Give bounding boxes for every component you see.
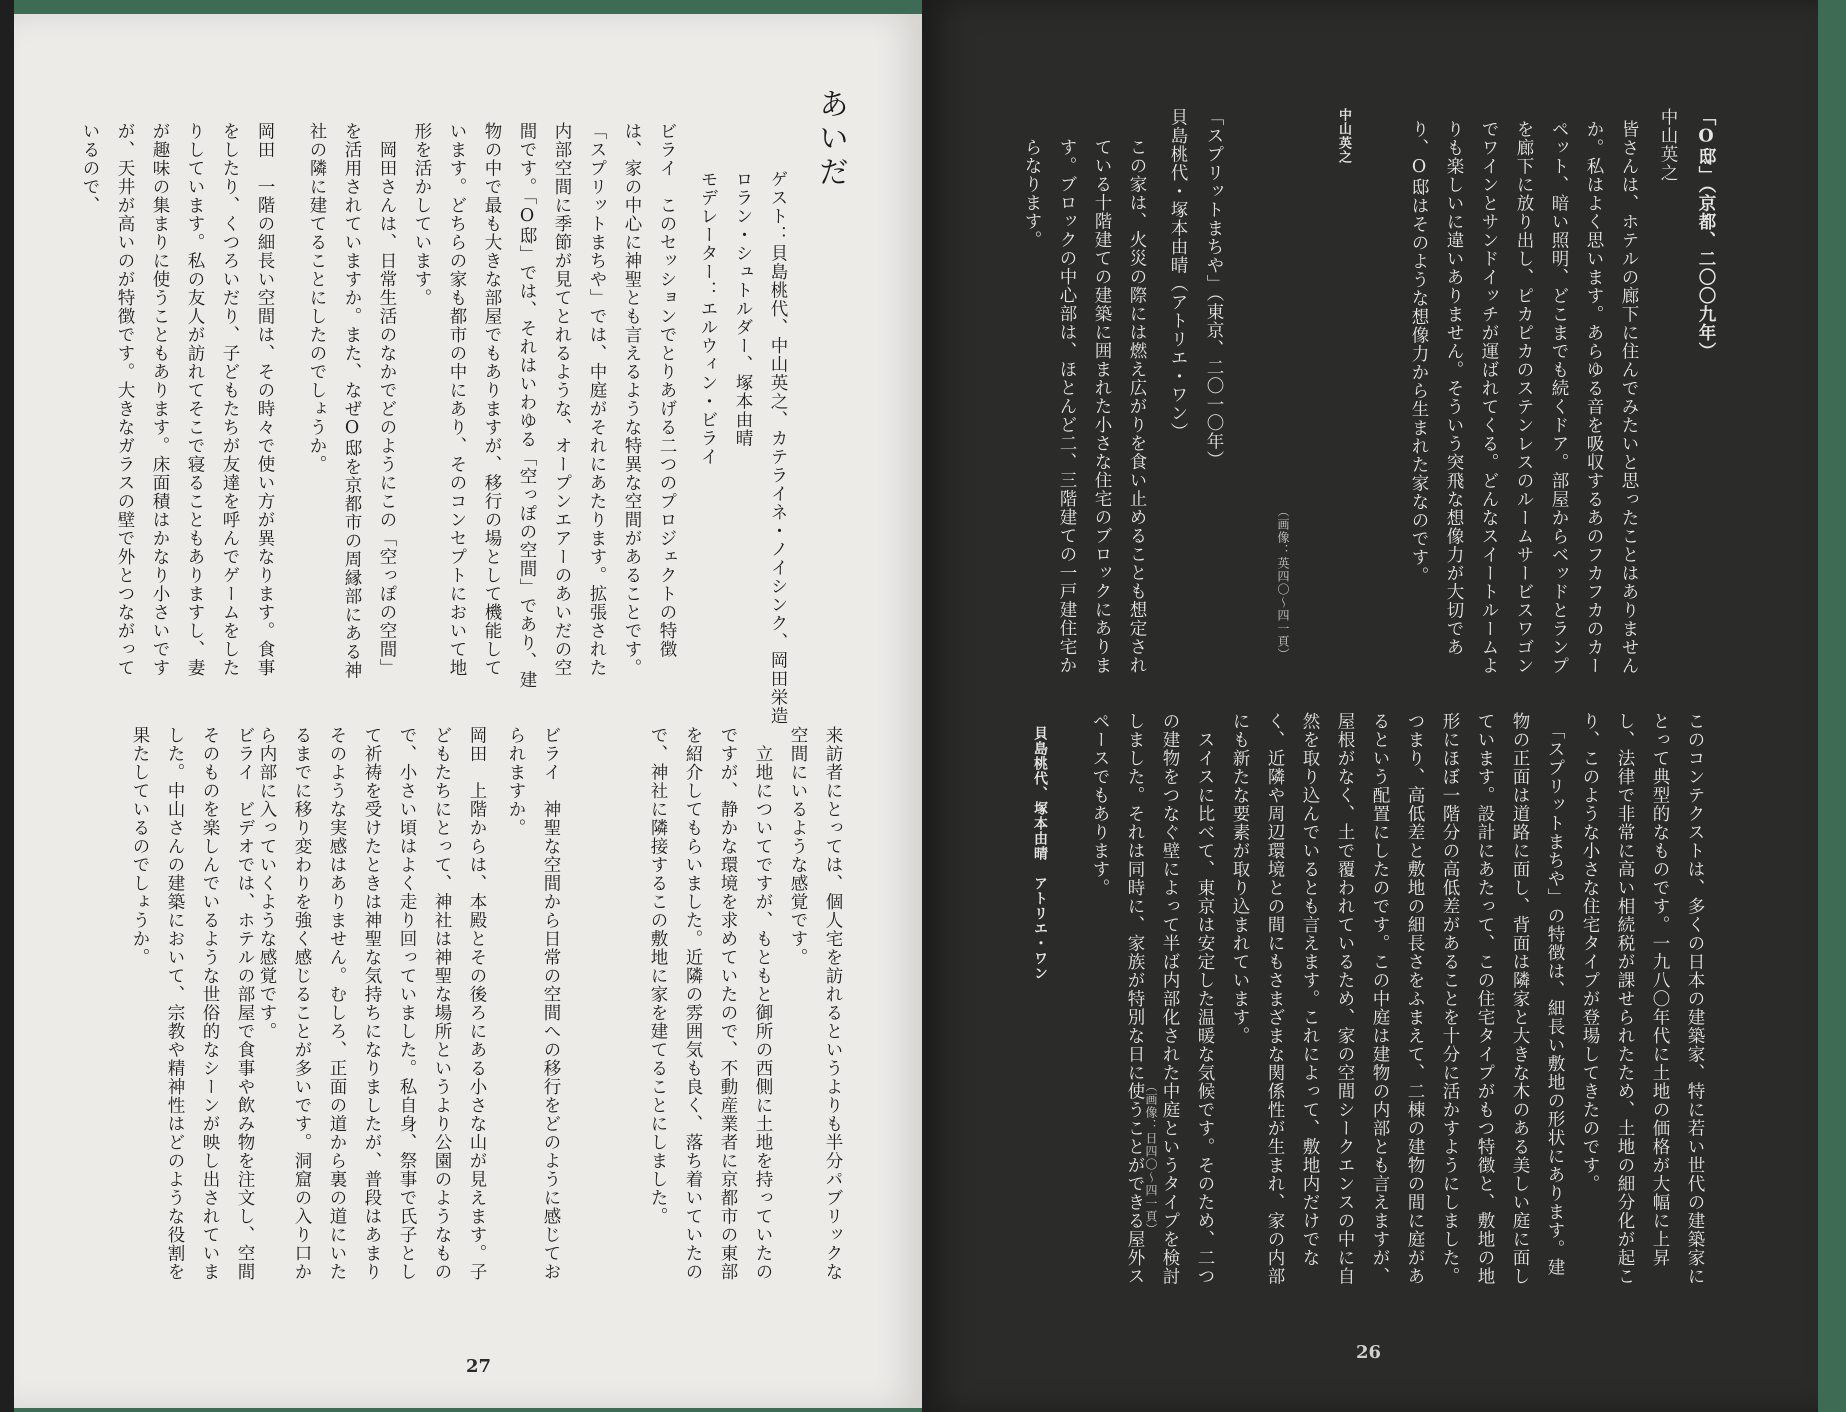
dialogue-block-6: ビライ ビデオでは、ホテルの部屋で食事や飲み物を注文し、空間そのものを楽しんでいるような世俗的なシーンが映し出されていました。中山さんの建築において、宗教や精神性はどのような役割を果たしているのでしょうか。 (130, 726, 255, 1281)
lower-speaker-label: 貝島桃代、塚本由晴 アトリエ・ワン (1032, 726, 1048, 981)
split-machiya-description: この家は、火災の際には燃え広がりを食い止めることも想定されている十階建ての建築に囲まれた小さな住宅のブロックにあります。ブロックの中心部は、ほとんど二、三階建ての一戸建住宅からなります。 (1022, 138, 1147, 675)
lower-body-text: このコンテクストは、多くの日本の建築家、特に若い世代の建築家にとって典型的なものです。一九八〇年代に土地の価格が大幅に上昇し、法律で非常に高い相続税が課せられたため、土地の細分化が起こり、このような小さな住宅タイプが登場してきたのです。 「スプリットまちや」の特徴は、細長い敷地の形状にあります。建物の正面は道路に面し、背面は隣家と大きな木のある美しい庭に面しています。設計にあたって、この住宅タイプがもつ特徴と、敷地の地形にほぼ一階分の高低差があることを十分に活かすようにしました。つまり、高低差と敷地の細長さをふまえて、二棟の建物の間に庭があるという配置にしたのです。この中庭は建物の内部とも言えますが、屋根がなく、土で覆われているため、家の空間シークエンスの中に自然を取り込んでいるとも言えます。これによって、敷地内だけでなく、近隣や周辺環境との間にもさまざまな関係性が生まれ、家の内部にも新たな要素が取り込まれています。 スイスに比べて、東京は安定した温暖な気候です。そのため、二つの建物をつなぐ壁によって半ば内部化された中庭というタイプを検討しました。それは同時に、家族が特別な日に使うことができる屋外スペースでもあります。 (1090, 712, 1705, 1286)
moderator-line: モデレーター：エルウィン・ビライ (698, 170, 718, 466)
page-27 (14, 14, 922, 1408)
dialogue-block-2: 岡田 一階の細長い空間は、その時々で使い方が異なります。食事をしたり、くつろいだり、子どもたちが友達を呼んでゲームをしたりしています。私の友人が訪れてそこで寝ることもありますし、妻が趣味の集まりに使うこともあります。床面積はかなり小さいですが、天井が高いのが特徴です。大きなガラスの壁で外とつながっているので、 (80, 122, 275, 677)
o-house-image-caption: （画像：英四〇〜四一頁） (1276, 505, 1290, 661)
dialogue-block-5: 岡田 上階からは、本殿とその後ろにある小さな山が見えます。子どもたちにとって、神社は神聖な場所というより公園のようなもので、小さい頃はよく走り回っていました。私自身、祭事で氏子として祈祷を受けたときは神聖な気持ちになりましたが、普段はあまりそのような実感はありません。むしろ、正面の道から裏の道にいたるまでに移り変わりを強く感じることが多いです。洞窟の入り口から内部に入っていくような感覚です。 (257, 726, 487, 1281)
o-house-description: 皆さんは、ホテルの廊下に住んでみたいと思ったことはありませんか。私はよく思います。あらゆる音を吸収するあのフカフカのカーペット、暗い照明、どこまでも続くドア。部屋からベッドとランプを廊下に放り出し、ピカピカのステンレスのルームサービスワゴンでワインとサンドイッチが運ばれてくる。どんなスイートルームよりも楽しいに違いありません。そういう突飛な想像力が大切であり、O邸はそのような想像力から生まれた家なのです。 (1409, 120, 1639, 675)
guest-list-continued: ロラン・シュトルダー、塚本由晴 (733, 170, 753, 448)
o-house-author: 中山英之 (1658, 108, 1678, 182)
dialogue-block-1: ビライ このセッションでとりあげる二つのプロジェクトの特徴は、家の中心に神聖とも言えるような特異な空間があることです。「スプリットまちや」では、中庭がそれにあたります。拡張された内部空間に季節が見てとれるような、オープンエアーのあいだの空間です。「O邸」では、それはいわゆる「空っぽの空間」であり、建物の中で最も大きな部屋でもありますが、移行の場として機能しています。どちらの家も都市の中にあり、そのコンセプトにおいて地形を活かしています。 岡田さんは、日常生活のなかでどのようにこの「空っぽの空間」を活用されていますか。また、なぜO邸を京都市の周縁部にある神社の隣に建てることにしたのでしょうか。 (307, 122, 677, 690)
binding-edge (0, 0, 14, 1412)
lower-image-caption: （画像：日四〇〜四一頁） (1144, 1080, 1158, 1236)
split-machiya-title: 「スプリットまちや」（東京、二〇一〇年） (1204, 108, 1224, 470)
section-heading: あいだ (813, 88, 848, 190)
dialogue-block-4: ビライ 神聖な空間から日常の空間への移行をどのように感じておられますか。 (506, 726, 561, 1281)
o-house-title: 「O邸」（京都、二〇〇九年） (1696, 108, 1716, 361)
background-edge (1818, 0, 1846, 1412)
dialogue-block-3: 来訪者にとっては、個人宅を訪れるというよりも半分パブリックな空間にいるような感覚です。 立地についてですが、もともと御所の西側に土地を持っていたのですが、静かな環境を求めていたので、不動産業者に京都市の東部を紹介してもらいました。近隣の雰囲気も良く、落ち着いていたので、神社に隣接するこの敷地に家を建てることにしました。 (648, 726, 843, 1281)
page-26 (922, 0, 1818, 1412)
page-number: 27 (466, 1356, 492, 1377)
page-number: 26 (1356, 1342, 1382, 1363)
speaker-label: 中山英之 (1336, 108, 1351, 164)
guest-list: ゲスト：貝島桃代、中山英之、カテライネ・ノイシンク、岡田栄造 (768, 170, 788, 725)
split-machiya-author: 貝島桃代・塚本由晴（アトリエ・ワン） (1168, 108, 1188, 441)
